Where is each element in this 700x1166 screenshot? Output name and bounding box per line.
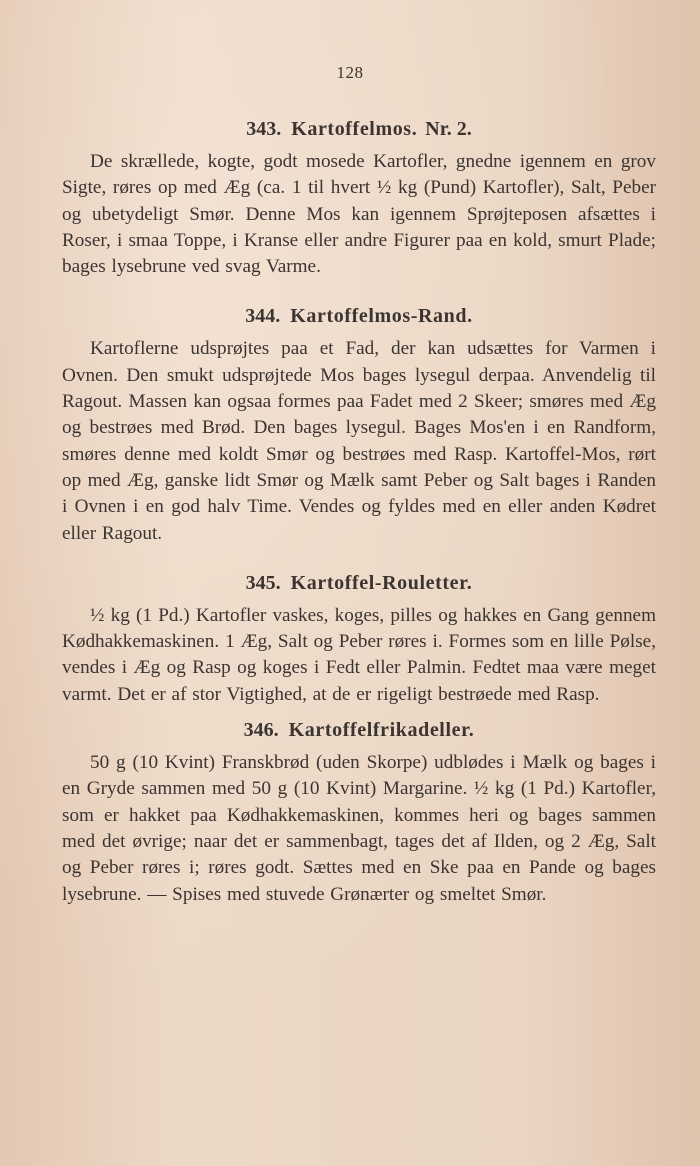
recipe-number: 343. xyxy=(246,118,282,140)
recipe-body: ½ kg (1 Pd.) Kartofler vaskes, koges, pilles og hakkes en Gang gennem Kødhakkemaskinen. 1 Æg, Salt og Peber røres i. Formes som en lille Pølse, vendes i Æg og Rasp og koges i Fedt eller Palmin. Fedtet maa være meget varmt. Det er af stor Vigtighed, at de er rigeligt bestrøede med Rasp. xyxy=(62,604,656,705)
recipe-title: Kartoffel-Rouletter. xyxy=(290,571,473,594)
recipe-title: Kartoffelmos-Rand. xyxy=(290,305,473,328)
recipe-number: 344. xyxy=(245,305,281,328)
recipe-number: 345. xyxy=(245,571,281,594)
recipe-body: 50 g (10 Kvint) Franskbrød (uden Skorpe) udblødes i Mælk og bages i en Gryde sammen med 50 g (10 Kvint) Margarine. ½ kg (1 Pd.) Kartofler, som er hakket paa Kødhakkemaskinen, kommes heri og bages sammen med det øvrige; naar det er sammenbagt, tages det af Ilden, og 2 Æg, Salt og Peber røres i; røres godt. Sættes med en Ske paa en Pande og bages lysebrune. — Spises med stuvede Grønærter og smeltet Smør. xyxy=(62,752,656,905)
recipe-suffix: Nr. 2. xyxy=(425,118,472,140)
recipe-title: Kartoffelfrikadeller. xyxy=(288,719,475,742)
recipe-title: Kartoffelmos. xyxy=(291,118,418,140)
recipe-heading xyxy=(62,569,656,597)
recipe-heading xyxy=(62,115,656,143)
recipe-344 xyxy=(62,302,656,546)
recipe-body: Kartoflerne udsprøjtes paa et Fad, der kan udsættes for Varmen i Ovnen. Den smukt udsprøjtede Mos bages lysegul derpaa. Anvendelig til Ragout. Massen kan ogsaa formes paa Fadet med 2 Skeer; smøres med Æg og bestrøes med Brød. Den bages lysegul. Bages Mos'en i en Randform, smøres denne med koldt Smør og bestrøes med Rasp. Kartoffel-Mos, rørt op med Æg, ganske lidt Smør og Mælk samt Peber og Salt bages i Randen i Ovnen i en god halv Time. Vendes og fyldes med en eller anden Kødret eller Ragout. xyxy=(62,338,656,544)
page-number: 128 xyxy=(336,63,364,82)
recipe-345 xyxy=(62,569,656,708)
recipe-heading xyxy=(62,716,656,744)
recipe-346 xyxy=(62,716,656,908)
recipe-body: De skrællede, kogte, godt mosede Kartofler, gnedne igennem en grov Sigte, røres op med Æg (ca. 1 til hvert ½ kg (Pund) Kartofler), Salt, Peber og ubetydeligt Smør. Denne Mos kan igennem Sprøjteposen afsættes i Roser, i smaa Toppe, i Kranse eller andre Figurer paa en kold, smurt Plade; bages lysebrune ved svag Varme. xyxy=(62,151,656,278)
recipe-heading xyxy=(62,302,656,330)
page-content xyxy=(62,115,656,930)
recipe-number: 346. xyxy=(243,719,279,742)
recipe-343 xyxy=(62,115,656,280)
